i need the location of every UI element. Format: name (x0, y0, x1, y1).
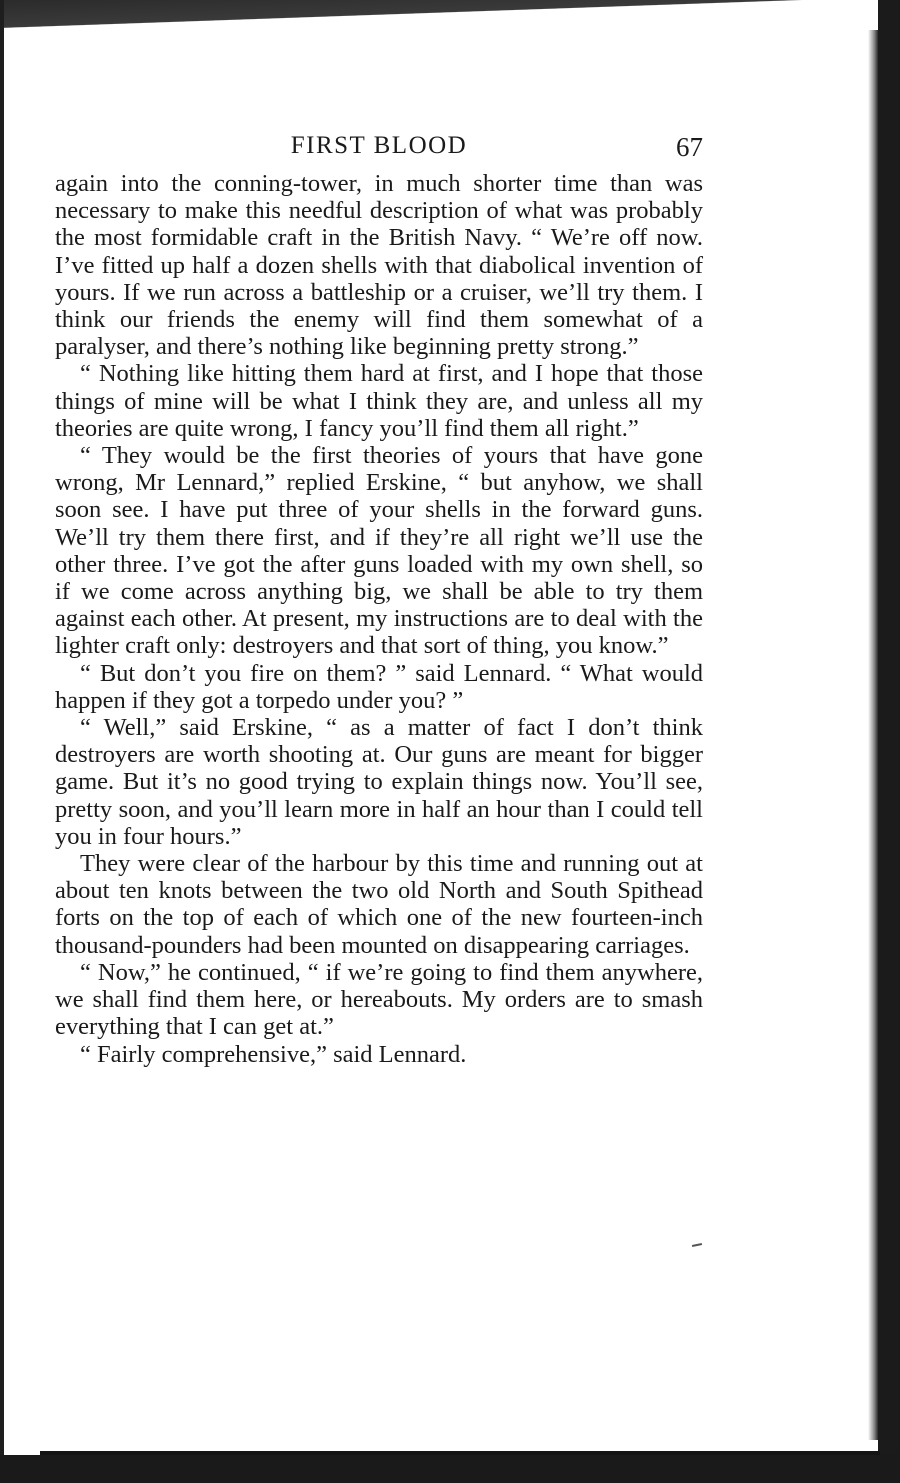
paragraph: “ Nothing like hitting them hard at first, and I hope that those things of mine will be what I think they are, and unless all my theories are quite wrong, I fancy you’ll find them all right.” (55, 360, 703, 442)
scan-page-edge-right (868, 30, 878, 1440)
scan-border-top-shadow (0, 0, 900, 30)
paragraph: “ They would be the first theories of yours that have gone wrong, Mr Lennard,” replied Erskine, “ but anyhow, we shall soon see. I have put three of your shells in the forward guns. We’ll try them there first, and if they’re all right we’ll use the other three. I’ve got the after guns loaded with my own shell, so if we come across anything big, we shall be able to try them against each other. At present, my instructions are to deal with the lighter craft only: destroyers and that sort of thing, you know.” (55, 442, 703, 660)
scan-mark (692, 1243, 702, 1247)
paragraph: “ Well,” said Erskine, “ as a matter of fact I don’t think destroyers are worth shooting at. Our guns are meant for bigger game. But it’s no good trying to explain things now. You’ll see, pretty soon, and you’ll learn more in half an hour than I could tell you in four hours.” (55, 714, 703, 850)
body-text (55, 170, 703, 1068)
scan-border-bottom (0, 1455, 900, 1483)
scan-border-left (0, 0, 4, 1483)
chapter-title: FIRST BLOOD (290, 132, 468, 159)
page-number: 67 (676, 132, 703, 162)
paragraph: “ But don’t you fire on them? ” said Lennard. “ What would happen if they got a torpedo under you? ” (55, 659, 703, 714)
book-page (55, 128, 703, 1068)
paragraph: again into the conning-tower, in much shorter time than was necessary to make this needful description of what was probably the most formidable craft in the British Navy. “ We’re off now. I’ve fitted up half a dozen shells with that diabolical invention of yours. If we run across a battleship or a cruiser, we’ll try them. I think our friends the enemy will find them somewhat of a paralyser, and there’s nothing like beginning pretty strong.” (55, 170, 703, 361)
paragraph: “ Fairly comprehensive,” said Lennard. (80, 1040, 467, 1068)
paragraph: “ Now,” he continued, “ if we’re going to find them anywhere, we shall find them here, or hereabouts. My orders are to smash everything that I can get at.” (55, 958, 703, 1041)
running-head (55, 128, 703, 170)
scan-border-right (878, 0, 900, 1483)
paragraph: They were clear of the harbour by this time and running out at about ten knots between the two old North and South Spithead forts on the top of each of which one of the new fourteen-inch thousand-pounders had been mounted on disappearing carriages. (55, 850, 703, 959)
